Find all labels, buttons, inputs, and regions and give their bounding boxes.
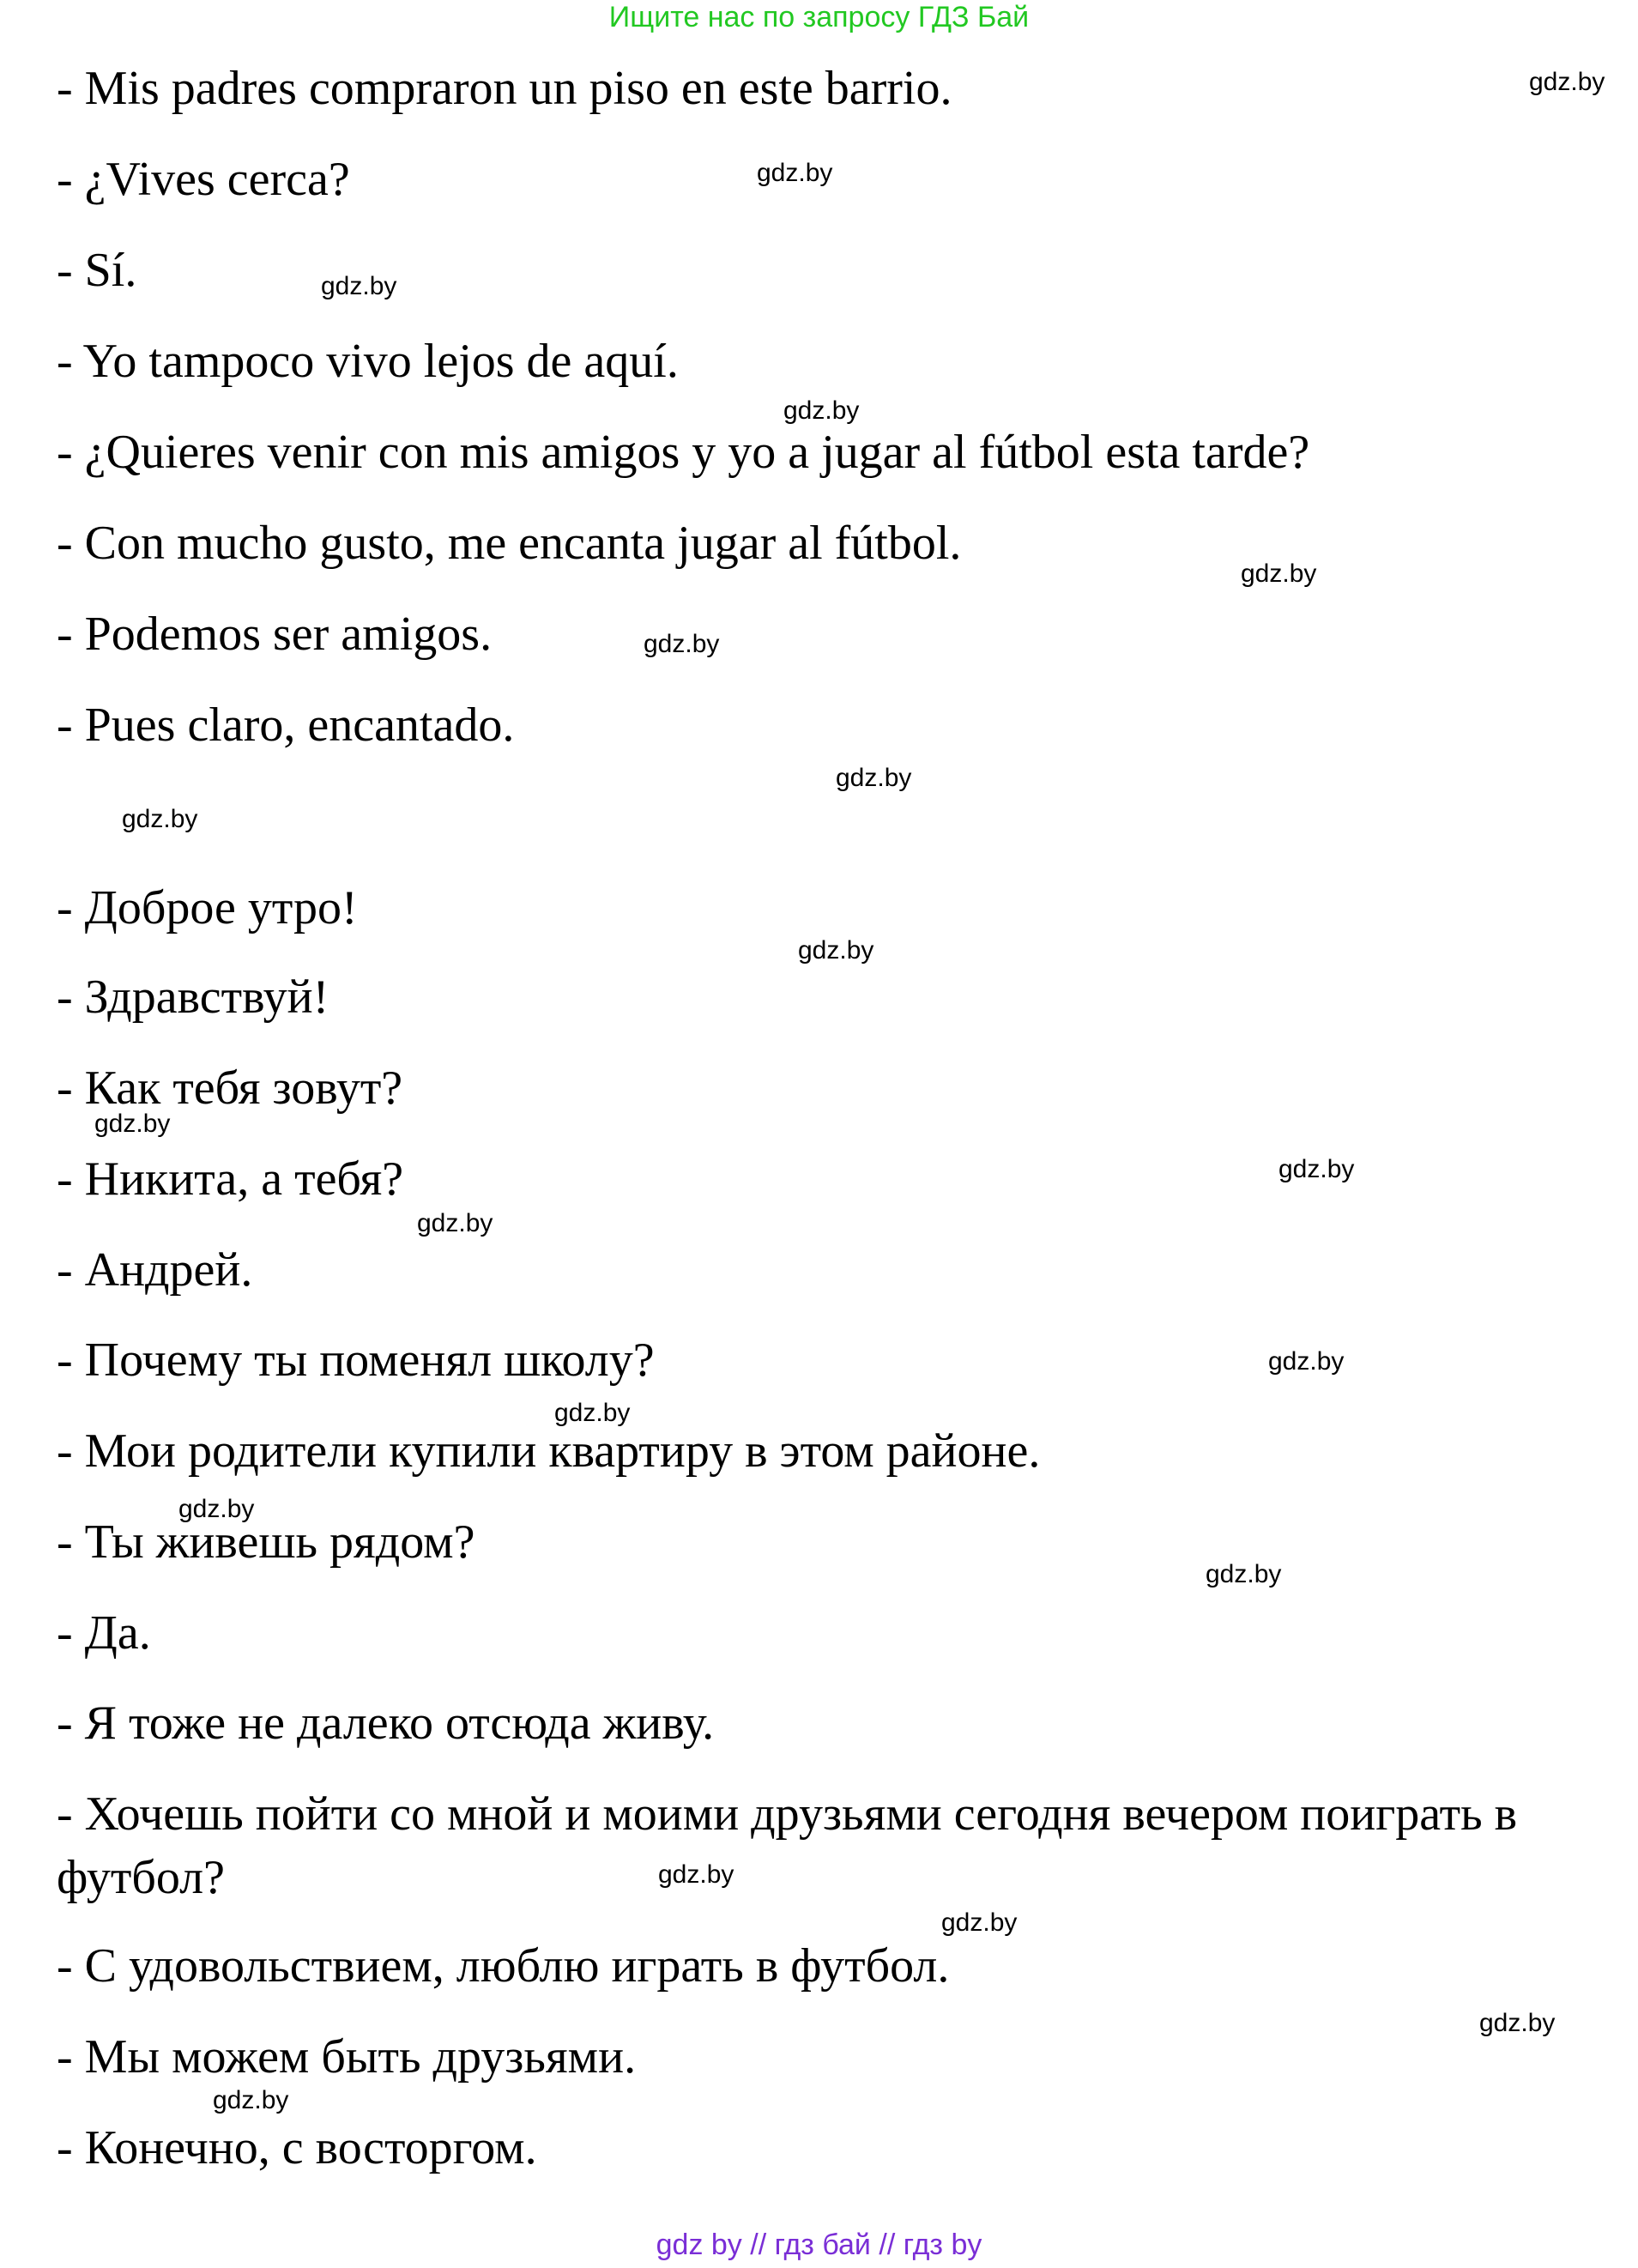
dialogue-line-es: - ¿Quieres venir con mis amigos y yo a jugar al fútbol esta tarde? bbox=[57, 426, 1310, 479]
dialogue-line-es: - Pues claro, encantado. bbox=[57, 699, 515, 752]
dialogue-line-ru: - Да. bbox=[57, 1606, 151, 1660]
dialogue-line-ru: - Я тоже не далеко отсюда живу. bbox=[57, 1696, 715, 1750]
dialogue-line-es: - ¿Vives cerca? bbox=[57, 153, 350, 206]
dialogue-line-ru: - Мы можем быть друзьями. bbox=[57, 2030, 637, 2084]
watermark: gdz.by bbox=[941, 1908, 1018, 1937]
dialogue-line-es: - Sí. bbox=[57, 244, 137, 297]
dialogue-line-es: - Podemos ser amigos. bbox=[57, 608, 493, 661]
dialogue-line-ru: - Как тебя зовут? bbox=[57, 1061, 403, 1115]
watermark: gdz.by bbox=[94, 1110, 171, 1138]
dialogue-line-es: - Con mucho gusto, me encanta jugar al fútbol. bbox=[57, 517, 962, 570]
watermark: gdz.by bbox=[658, 1860, 734, 1889]
watermark: gdz.by bbox=[644, 630, 720, 658]
watermark: gdz.by bbox=[554, 1399, 631, 1427]
dialogue-line-ru: - Почему ты поменял школу? bbox=[57, 1334, 655, 1387]
watermark: gdz.by bbox=[783, 396, 860, 425]
dialogue-line-ru: - Хочешь пойти со мной и моими друзьями сегодня вечером поиграть в футбол? bbox=[57, 1787, 1518, 1904]
dialogue-line-ru: - Конечно, с восторгом. bbox=[57, 2121, 537, 2174]
watermark: gdz.by bbox=[213, 2086, 289, 2114]
footer-banner: gdz by // гдз бай // гдз by bbox=[656, 2229, 982, 2261]
watermark: gdz.by bbox=[417, 1209, 493, 1237]
watermark: gdz.by bbox=[1529, 68, 1605, 96]
dialogue-line-ru: - Доброе утро! bbox=[57, 881, 358, 934]
watermark: gdz.by bbox=[321, 272, 397, 300]
watermark: gdz.by bbox=[836, 764, 912, 792]
watermark: gdz.by bbox=[1278, 1155, 1355, 1183]
watermark: gdz.by bbox=[757, 159, 833, 187]
dialogue-line-es: - Yo tampoco vivo lejos de aquí. bbox=[57, 335, 679, 388]
dialogue-line-ru: - Мои родители купили квартиру в этом районе. bbox=[57, 1424, 1041, 1478]
dialogue-line-ru: - Здравствуй! bbox=[57, 971, 329, 1024]
dialogue-line-ru: - Андрей. bbox=[57, 1243, 253, 1297]
watermark: gdz.by bbox=[122, 805, 198, 833]
dialogue-line-ru: - Никита, а тебя? bbox=[57, 1152, 404, 1206]
watermark: gdz.by bbox=[798, 936, 874, 965]
watermark: gdz.by bbox=[1241, 559, 1317, 588]
watermark: gdz.by bbox=[1206, 1560, 1282, 1588]
watermark: gdz.by bbox=[1268, 1347, 1345, 1376]
dialogue-line-ru: - С удовольствием, люблю играть в футбол. bbox=[57, 1939, 950, 1993]
watermark: gdz.by bbox=[1479, 2009, 1556, 2037]
watermark: gdz.by bbox=[178, 1495, 255, 1523]
dialogue-line-es: - Mis padres compraron un piso en este barrio. bbox=[57, 62, 952, 115]
dialogue-line-ru: - Ты живешь рядом? bbox=[57, 1515, 475, 1569]
header-banner: Ищите нас по запросу ГДЗ Бай bbox=[608, 1, 1030, 33]
